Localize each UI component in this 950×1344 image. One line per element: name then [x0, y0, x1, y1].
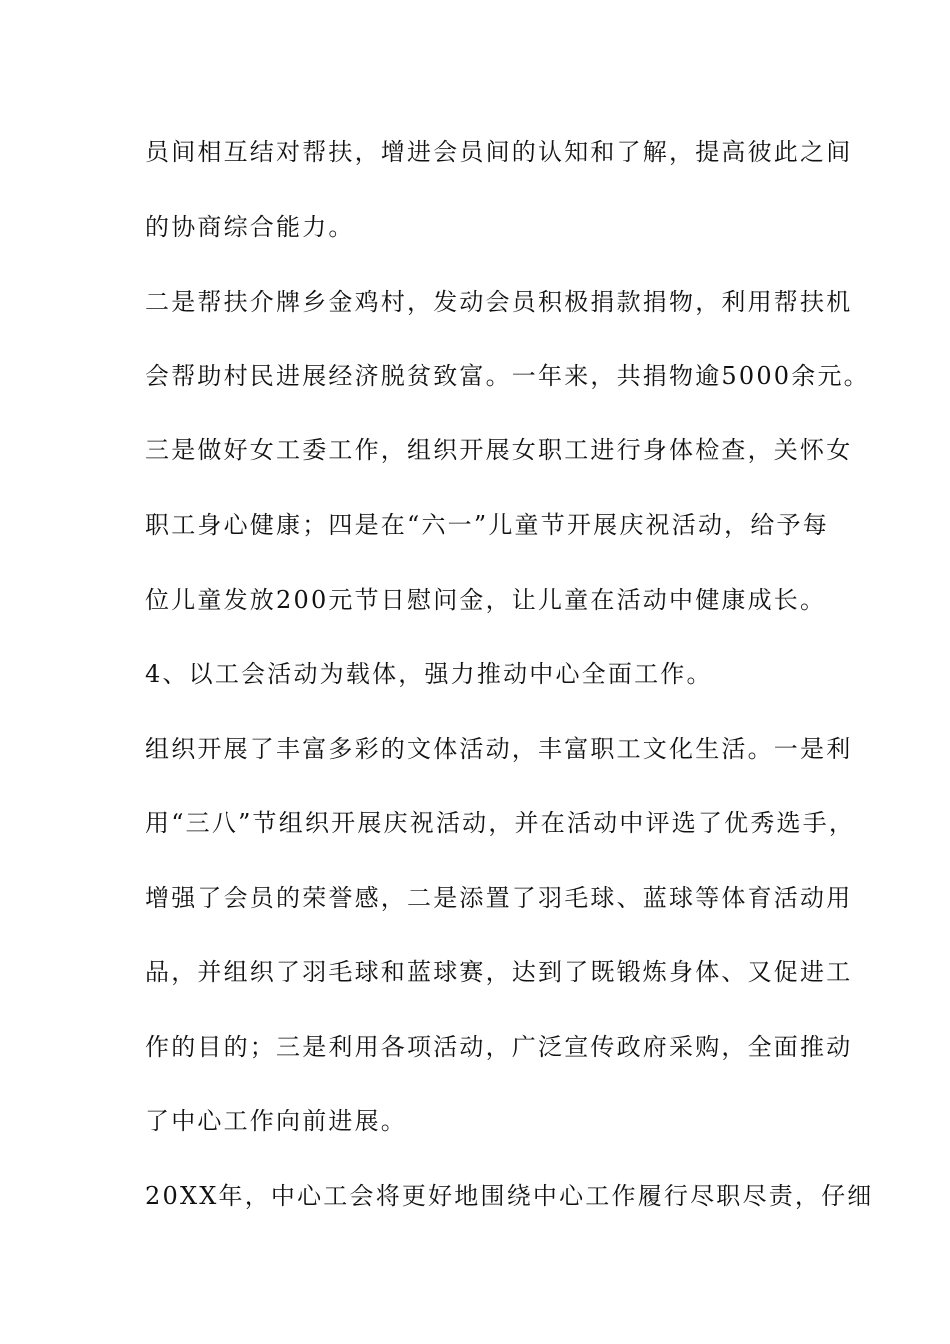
- text-line: 三是做好女工委工作，组织开展女职工进行身体检查，关怀女: [145, 436, 853, 464]
- text-line: 的协商综合能力。: [145, 213, 355, 241]
- text-line: 职工身心健康；四是在“六一”儿童节开展庆祝活动，给予每: [145, 511, 829, 539]
- text-line: 用“三八”节组织开展庆祝活动，并在活动中评选了优秀选手，: [145, 809, 856, 837]
- text-line: 作的目的；三是利用各项活动，广泛宣传政府采购，全面推动: [145, 1033, 853, 1061]
- text-line: 会帮助村民进展经济脱贫致富。一年来，共捐物逾5000余元。: [145, 362, 870, 390]
- text-line: 20XX年，中心工会将更好地围绕中心工作履行尽职尽责，仔细: [145, 1182, 874, 1210]
- text-line: 了中心工作向前进展。: [145, 1107, 407, 1135]
- text-line: 4、以工会活动为载体，强力推动中心全面工作。: [145, 660, 713, 688]
- text-line: 组织开展了丰富多彩的文体活动，丰富职工文化生活。一是利: [145, 735, 853, 763]
- text-line: 位儿童发放200元节日慰问金，让儿童在活动中健康成长。: [145, 586, 827, 614]
- text-line: 二是帮扶介牌乡金鸡村，发动会员积极捐款捐物，利用帮扶机: [145, 288, 853, 316]
- text-line: 员间相互结对帮扶，增进会员间的认知和了解，提高彼此之间: [145, 138, 853, 166]
- text-line: 品，并组织了羽毛球和蓝球赛，达到了既锻炼身体、又促进工: [145, 958, 853, 986]
- text-line: 增强了会员的荣誉感，二是添置了羽毛球、蓝球等体育活动用: [145, 884, 853, 912]
